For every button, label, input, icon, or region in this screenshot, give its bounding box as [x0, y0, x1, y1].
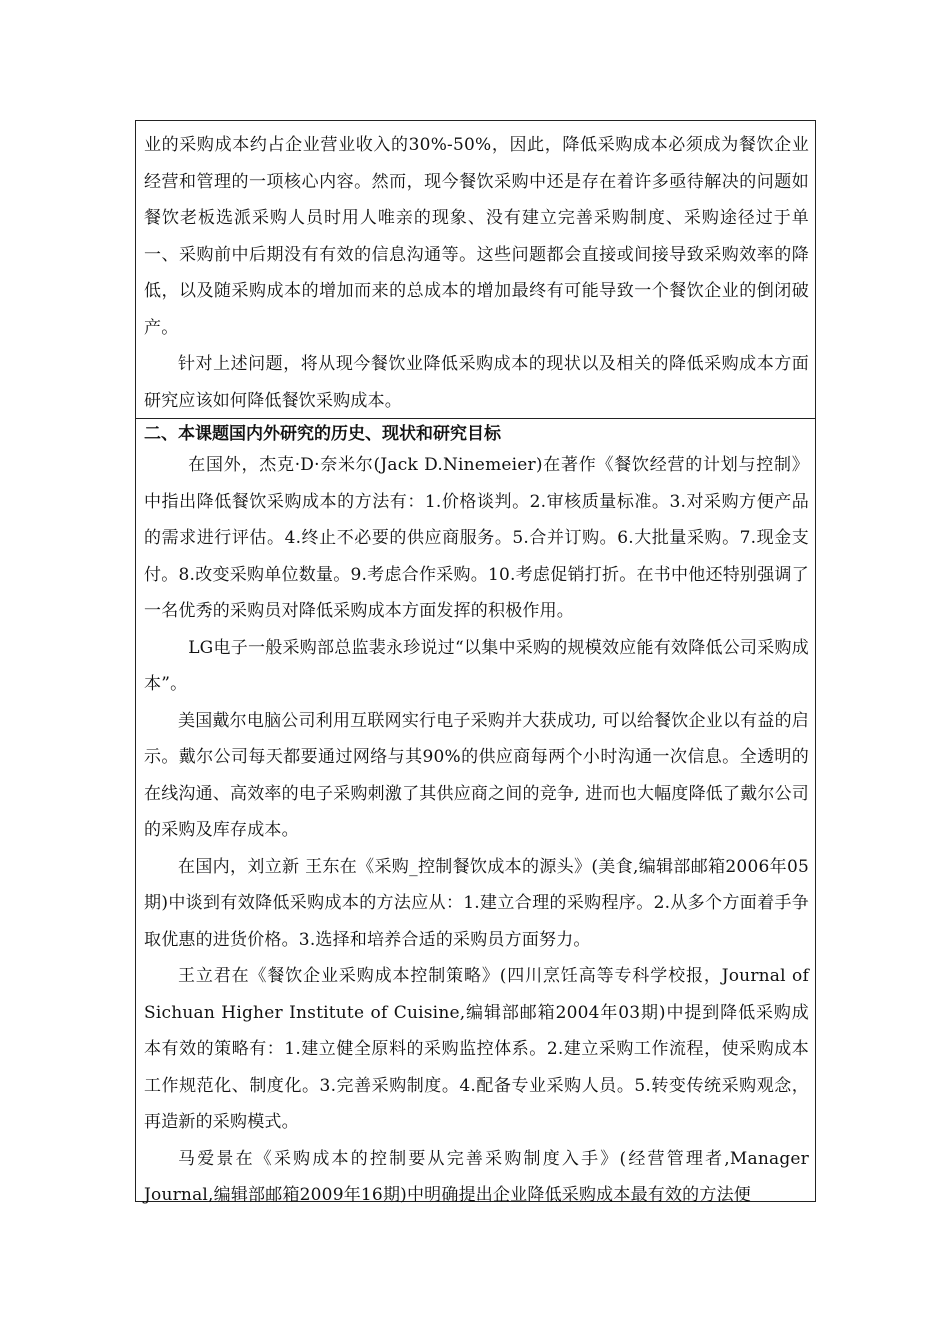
research-paragraph-3: 美国戴尔电脑公司利用互联网实行电子采购并大获成功, 可以给餐饮企业以有益的启示。戴尔公司每天都要通过网络与其90%的供应商每两个小时沟通一次信息。全透明的在线沟通、高效率的电子采购刺激了其供应商之间的竞争, 进而也大幅度降低了戴尔公司的采购及库存成本。 — [144, 710, 809, 840]
background-cell — [136, 121, 815, 419]
research-paragraph-5: 王立君在《餐饮企业采购成本控制策略》(四川烹饪高等专科学校报，Journal of Sichuan Higher Institute of Cuisine,编辑部邮箱2004年03期)中提到降低采购成本有效的策略有：1.建立健全原料的采购监控体系。2.建立采购工作流程，使采购成本工作规范化、制度化。3.完善采购制度。4.配备专业采购人员。5.转变传统采购观念，再造新的采购模式。 — [144, 966, 809, 1132]
background-paragraph-1: 业的采购成本约占企业营业收入的30%-50%，因此，降低采购成本必须成为餐饮企业经营和管理的一项核心内容。然而，现今餐饮采购中还是存在着许多亟待解决的问题如餐饮老板选派采购人员时用人唯亲的现象、没有建立完善采购制度、采购途径过于单一、采购前中后期没有有效的信息沟通等。这些问题都会直接或间接导致采购效率的降低，以及随采购成本的增加而来的总成本的增加最终有可能导致一个餐饮企业的倒闭破产。 — [144, 135, 809, 338]
section-heading: 二、本课题国内外研究的历史、现状和研究目标 — [144, 424, 501, 444]
research-status-cell — [136, 419, 815, 1205]
research-paragraph-4: 在国内，刘立新 王东在《采购_控制餐饮成本的源头》(美食,编辑部邮箱2006年05期)中谈到有效降低采购成本的方法应从：1.建立合理的采购程序。2.从多个方面着手争取优惠的进货价格。3.选择和培养合适的采购员方面努力。 — [144, 856, 809, 950]
research-paragraph-6: 马爱景在《采购成本的控制要从完善采购制度入手》(经营管理者,Manager Journal,编辑部邮箱2009年16期)中明确提出企业降低采购成本最有效的方法便 — [144, 1148, 809, 1205]
background-paragraph-2: 针对上述问题，将从现今餐饮业降低采购成本的现状以及相关的降低采购成本方面研究应该如何降低餐饮采购成本。 — [144, 354, 809, 411]
document-table — [135, 120, 816, 1205]
research-paragraph-1: 在国外，杰克·D·奈米尔(Jack D.Ninemeier)在著作《餐饮经营的计划与控制》中指出降低餐饮采购成本的方法有：1.价格谈判。2.审核质量标准。3.对采购方便产品的需求进行评估。4.终止不必要的供应商服务。5.合并订购。6.大批量采购。7.现金支付。8.改变采购单位数量。9.考虑合作采购。10.考虑促销打折。在书中他还特别强调了一名优秀的采购员对降低采购成本方面发挥的积极作用。 — [144, 455, 809, 621]
research-paragraph-2: LG电子一般采购部总监裴永珍说过“以集中采购的规模效应能有效降低公司采购成本”。 — [144, 637, 809, 694]
